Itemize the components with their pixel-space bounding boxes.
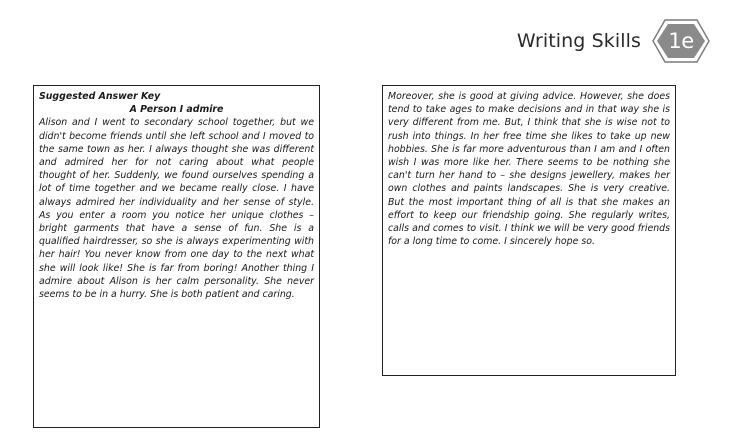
unit-badge	[651, 18, 711, 64]
continuation-box	[382, 85, 676, 376]
suggested-answer-box	[33, 85, 320, 428]
essay-title: A Person I admire	[129, 104, 224, 116]
section-title: Writing Skills	[516, 30, 641, 52]
unit-badge-label: 1e	[668, 29, 694, 53]
page-header	[517, 18, 711, 64]
essay-paragraph-1: Alison and I went to secondary school together, but we didn't become friends until she left school and I moved to the same town as her. I always thought she was different and admired her for not caring about what people thought of her. Suddenly, we found ourselves spending a lot of time together and we became really close. I have always admired her individuality and her sense of style. As you enter a room you notice her unique clothes – bright garments that have a sense of fun. She is a qualified hairdresser, so she is always experimenting with her hair! You never know from one day to the next what she will look like! She is far from boring! Another thing I admire about Alison is her calm personality. She never seems to be in a hurry. She is both patient and caring.	[39, 117, 314, 301]
answer-key-heading: Suggested Answer Key	[39, 91, 161, 102]
essay-paragraph-2: Moreover, she is good at giving advice. However, she does tend to take ages to make decisions and in that way she is very different from me. But, I think that she is wise not to rush into things. In her free time she likes to take up new hobbies. She is far more adventurous than I am and I often wish I was more like her. There seems to be nothing she can't turn her hand to – she designs jewellery, makes her own clothes and paints landscapes. She is very creative. But the most important thing of all is that she makes an effort to keep our friendship going. She regularly writes, calls and comes to visit. I think we will be very good friends for a long time to come. I sincerely hope so.	[388, 91, 670, 248]
